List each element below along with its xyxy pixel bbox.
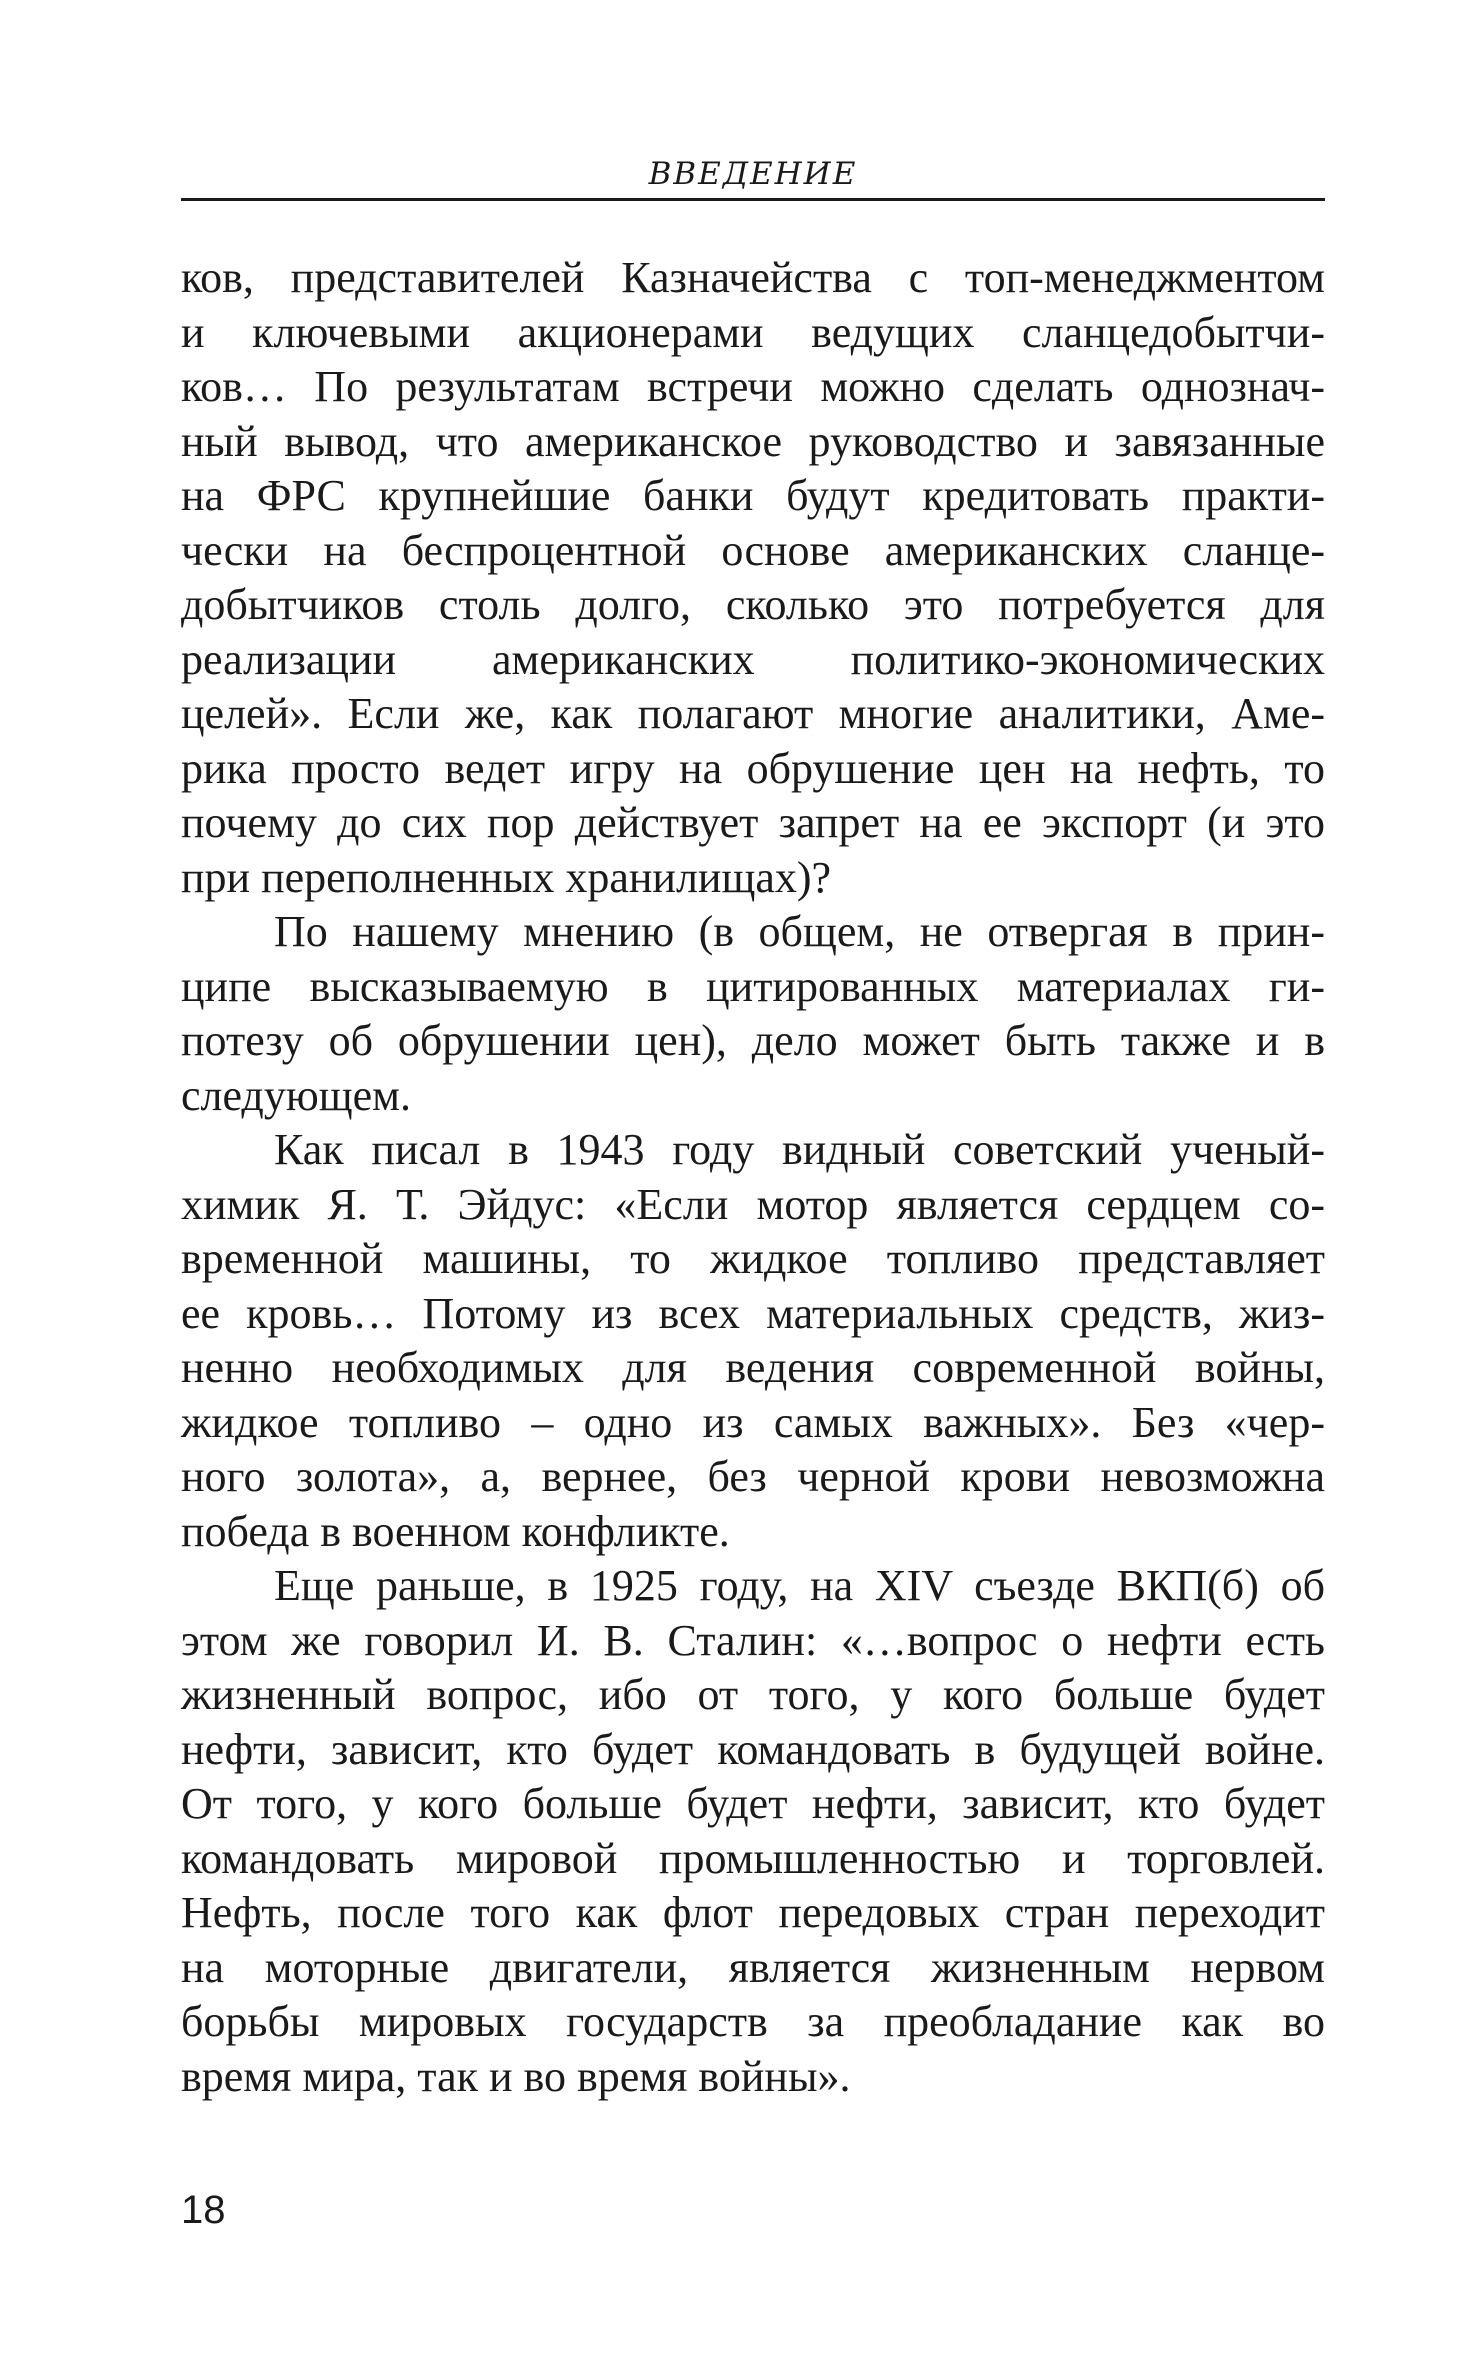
text-line: чески на беспроцентной основе американских сланце- (181, 525, 1325, 575)
text-line: ее кровь… Потому из всех материальных средств, жиз- (181, 1288, 1325, 1338)
text-line: нефти, зависит, кто будет командовать в будущей войне. (181, 1724, 1325, 1774)
text-line: командовать мировой промышленностью и торговлей. (181, 1833, 1325, 1883)
text-line: временной машины, то жидкое топливо представляет (181, 1234, 1325, 1283)
text-line: добытчиков столь долго, сколько это потребуется для (181, 580, 1325, 629)
body-text (181, 251, 1325, 2104)
text-line: время мира, так и во время войны». (181, 2051, 851, 2101)
text-line: реализации американских политико-экономических (181, 634, 1325, 684)
text-line: и ключевыми акционерами ведущих сланцедобытчи- (181, 307, 1325, 357)
text-line: Как писал в 1943 году видный советский ученый- (274, 1125, 1325, 1174)
text-line: ципе высказываемую в цитированных материалах ги- (181, 961, 1325, 1011)
text-line: потезу об обрушении цен), дело может быть также и в (181, 1016, 1325, 1065)
text-line: борьбы мировых государств за преобладание как во (181, 1997, 1325, 2046)
text-line: жидкое топливо – одно из самых важных». Без «чер- (181, 1397, 1325, 1447)
text-line: на ФРС крупнейшие банки будут кредитовать практи- (181, 471, 1325, 520)
text-line: ков, представителей Казначейства с топ-менеджментом (181, 253, 1325, 302)
text-line: следующем. (181, 1070, 411, 1120)
text-line: ненно необходимых для ведения современной войны, (181, 1343, 1325, 1392)
text-line: Нефть, после того как флот передовых стран переходит (181, 1888, 1325, 1937)
text-line: ный вывод, что американское руководство и завязанные (181, 416, 1325, 466)
text-line: ков… По результатам встречи можно сделать однознач- (181, 362, 1325, 411)
text-line: рика просто ведет игру на обрушение цен на нефть, то (181, 743, 1325, 793)
text-line: химик Я. Т. Эйдус: «Если мотор является сердцем со- (181, 1179, 1325, 1229)
text-line: жизненный вопрос, ибо от того, у кого больше будет (181, 1670, 1325, 1719)
running-head (181, 150, 1325, 201)
text-line: ного золота», а, вернее, без черной крови невозможна (181, 1452, 1325, 1501)
text-line: при переполненных хранилищах)? (181, 852, 832, 902)
text-line: целей». Если же, как полагают многие аналитики, Аме- (181, 689, 1325, 738)
text-line: Еще раньше, в 1925 году, на XIV съезде ВКП(б) об (274, 1561, 1325, 1610)
text-line: этом же говорил И. В. Сталин: «…вопрос о нефти есть (181, 1615, 1325, 1665)
text-line: По нашему мнению (в общем, не отвергая в прин- (274, 907, 1325, 956)
text-line: на моторные двигатели, является жизненным нервом (181, 1942, 1325, 1992)
text-line: От того, у кого больше будет нефти, зависит, кто будет (181, 1779, 1325, 1828)
page-number: 18 (181, 2188, 226, 2232)
text-line: почему до сих пор действует запрет на ее экспорт (и это (181, 798, 1325, 847)
running-head-title: ВВЕДЕНИЕ (648, 156, 858, 192)
text-line: победа в военном конфликте. (181, 1506, 730, 1556)
